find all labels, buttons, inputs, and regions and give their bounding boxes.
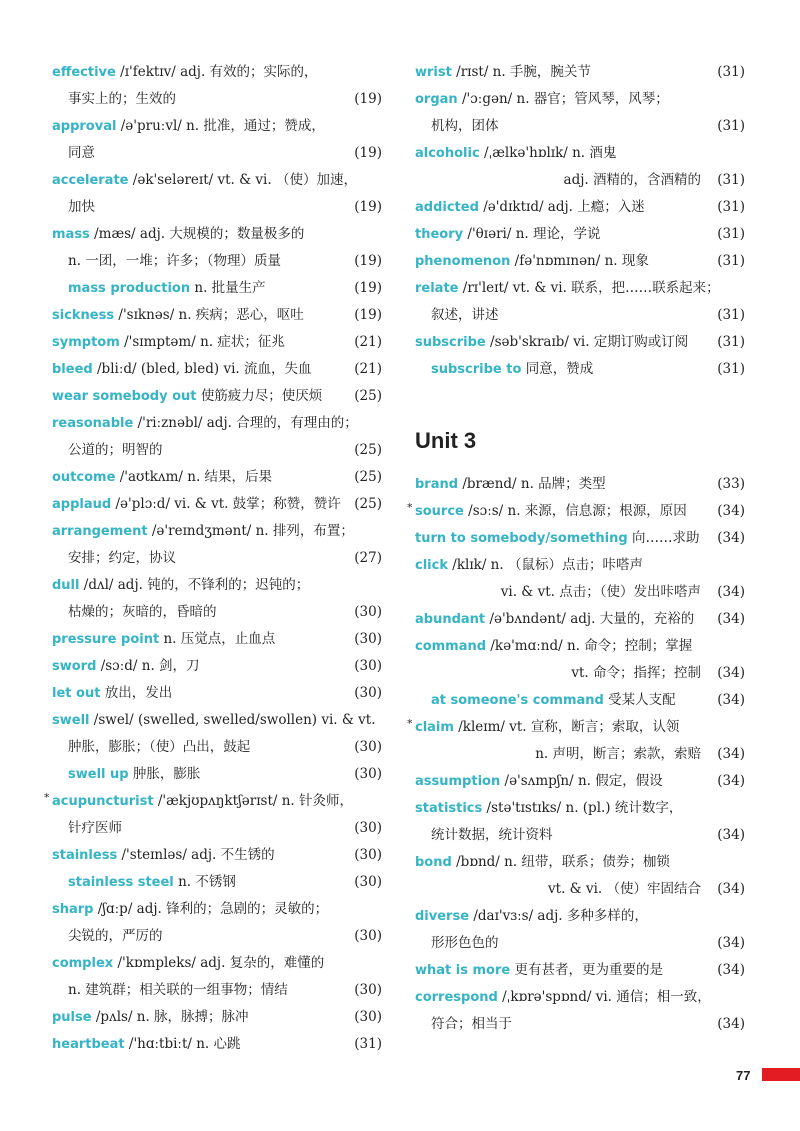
definition: /ə'bʌndənt/ adj. 大量的，充裕的 [489, 611, 695, 627]
definition: /ˌælkə'hɒlɪk/ n. 酒鬼 [483, 145, 617, 161]
definition: /ə'pruːvl/ n. 批准，通过；赞成， [120, 118, 325, 134]
vocab-entry [415, 471, 745, 498]
headword: approval [52, 119, 117, 134]
vocab-entry [52, 896, 382, 923]
definition: /kleɪm/ vt. 宣称，断言；索取，认领 [458, 719, 680, 735]
definition: 受某人支配 [608, 692, 676, 708]
headword: subscribe to [431, 362, 522, 377]
vocab-entry [52, 221, 382, 248]
vocab-entry [415, 329, 745, 356]
definition: 同意，赞成 [525, 361, 594, 377]
definition: /ə'dɪktɪd/ adj. 上瘾；入迷 [483, 199, 645, 215]
definition: 尖锐的，严厉的 [68, 928, 163, 944]
star-marker: * [407, 501, 413, 514]
page-ref: (30) [354, 685, 382, 701]
definition: 公道的；明智的 [68, 442, 163, 458]
page-ref: (25) [354, 469, 382, 485]
page-ref: (34) [717, 665, 745, 681]
headword: addicted [415, 200, 479, 215]
definition: 加快 [68, 199, 95, 215]
definition: /'kɒmpleks/ adj. 复杂的，难懂的 [117, 955, 325, 971]
vocab-subentry [52, 869, 382, 896]
page-ref: (30) [354, 766, 382, 782]
headword: complex [52, 956, 114, 971]
definition: 针疗医师 [68, 820, 122, 836]
headword: bond [415, 855, 452, 870]
right-column [407, 59, 745, 1038]
headword: dull [52, 578, 80, 593]
definition: /'steɪnləs/ adj. 不生锈的 [121, 847, 275, 863]
definition: /swel/ (swelled, swelled/swollen) vi. & vt. [93, 712, 376, 728]
vocab-continuation [52, 734, 382, 761]
headword: at someone's command [431, 693, 604, 708]
headword: bleed [52, 362, 93, 377]
page-ref: (31) [717, 334, 745, 350]
headword: accelerate [52, 173, 129, 188]
vocab-continuation [415, 822, 745, 849]
definition: n. 不锈钢 [178, 874, 236, 890]
definition: 安排；约定，协议 [68, 550, 176, 566]
page-ref: (34) [717, 503, 745, 519]
vocab-continuation [52, 194, 382, 221]
headword: sickness [52, 308, 115, 323]
headword: mass [52, 227, 90, 242]
vocab-entry [415, 768, 745, 795]
vocab-entry [52, 518, 382, 545]
vocab-continuation [52, 545, 382, 572]
page-ref: (34) [717, 692, 745, 708]
definition: /ə'plɔːd/ vi. & vt. 鼓掌；称赞，赞许 [115, 496, 341, 512]
unit-title: Unit 3 [415, 428, 477, 453]
vocab-entry [52, 572, 382, 599]
vocab-entry [415, 849, 745, 876]
vocab-entry [52, 302, 382, 329]
definition: vi. & vt. 点击；（使）发出咔嗒声 [500, 584, 701, 600]
headword: mass production [68, 281, 191, 296]
headword: alcoholic [415, 146, 480, 161]
vocab-entry [52, 383, 382, 410]
definition: 统计数据，统计资料 [431, 827, 553, 843]
vocab-entry [415, 525, 745, 552]
vocab-continuation [52, 923, 382, 950]
page-ref: (31) [717, 361, 745, 377]
definition: /fə'nɒmɪnən/ n. 现象 [514, 253, 649, 269]
left-column [44, 59, 382, 1058]
definition: n. 批量生产 [194, 280, 266, 296]
definition: /'sɪknəs/ n. 疾病；恶心，呕吐 [118, 307, 304, 323]
definition: 向……求助 [631, 530, 700, 546]
vocab-continuation [415, 579, 745, 606]
headword: source [415, 504, 464, 519]
page-ref: (31) [717, 64, 745, 80]
page-ref: (34) [717, 827, 745, 843]
definition: /'hɑːtbiːt/ n. 心跳 [128, 1036, 241, 1052]
page-accent-bar [762, 1068, 800, 1081]
definition: /sɔːd/ n. 剑，刀 [100, 658, 200, 674]
headword: let out [52, 686, 101, 701]
page-ref: (19) [354, 91, 382, 107]
vocab-subentry [52, 275, 382, 302]
vocab-entry [415, 248, 745, 275]
vocab-subentry [415, 356, 745, 383]
definition: 肿胀，膨胀 [132, 766, 201, 782]
vocab-continuation [52, 248, 382, 275]
vocab-continuation [52, 977, 382, 1004]
definition: n. 建筑群；相关联的一组事物；情结 [68, 982, 288, 998]
headword: sharp [52, 902, 94, 917]
definition: /'ækjʊpʌŋktʃərɪst/ n. 针灸师， [157, 793, 353, 809]
headword: assumption [415, 774, 501, 789]
definition: /mæs/ adj. 大规模的；数量极多的 [94, 226, 305, 242]
right-column-unit2-entries [415, 59, 745, 383]
vocab-continuation [415, 167, 745, 194]
headword: pulse [52, 1010, 92, 1025]
vocab-continuation [52, 437, 382, 464]
headword: heartbeat [52, 1037, 125, 1052]
vocab-entry [415, 275, 745, 302]
vocab-continuation [415, 1011, 745, 1038]
page-ref: (31) [717, 118, 745, 134]
definition: 使筋疲力尽；使厌烦 [200, 388, 323, 404]
headword: theory [415, 227, 464, 242]
headword: statistics [415, 801, 483, 816]
headword: effective [52, 65, 116, 80]
headword: acupuncturist [52, 794, 154, 809]
page-ref: (33) [717, 476, 745, 492]
definition: 形形色色的 [431, 935, 499, 951]
page-ref: (30) [354, 604, 382, 620]
vocab-continuation [415, 741, 745, 768]
page-ref: (31) [354, 1036, 382, 1052]
definition: /'riːznəbl/ adj. 合理的，有理由的； [137, 415, 358, 431]
page-number: 77 [736, 1068, 751, 1083]
vocab-entry [407, 714, 745, 741]
page-ref: (30) [354, 928, 382, 944]
definition: 机构，团体 [431, 118, 499, 134]
page-ref: (34) [717, 746, 745, 762]
page-ref: (30) [354, 982, 382, 998]
page-ref: (30) [354, 820, 382, 836]
vocab-entry [415, 59, 745, 86]
page-ref: (19) [354, 199, 382, 215]
vocab-entry [52, 491, 382, 518]
vocab-continuation [52, 86, 382, 113]
star-marker: * [44, 791, 50, 804]
star-marker: * [407, 717, 413, 730]
page-ref: (34) [717, 773, 745, 789]
headword: turn to somebody/something [415, 531, 628, 546]
vocab-entry [52, 329, 382, 356]
page-ref: (30) [354, 631, 382, 647]
headword: reasonable [52, 416, 134, 431]
page-ref: (34) [717, 881, 745, 897]
definition: 放出，发出 [104, 685, 173, 701]
vocab-entry [52, 950, 382, 977]
definition: /stə'tɪstɪks/ n. (pl.) 统计数字， [486, 800, 683, 816]
page-ref: (31) [717, 226, 745, 242]
page-ref: (34) [717, 611, 745, 627]
vocab-subentry [52, 761, 382, 788]
headword: arrangement [52, 524, 148, 539]
definition: /ək'seləreɪt/ vt. & vi. （使）加速， [132, 172, 357, 188]
headword: organ [415, 92, 458, 107]
headword: phenomenon [415, 254, 511, 269]
vocab-continuation [52, 815, 382, 842]
page-ref: (34) [717, 935, 745, 951]
headword: claim [415, 720, 454, 735]
vocab-entry [52, 167, 382, 194]
definition: /'θɪəri/ n. 理论，学说 [467, 226, 601, 242]
page-ref: (27) [354, 550, 382, 566]
page-ref: (34) [717, 584, 745, 600]
page-ref: (25) [354, 388, 382, 404]
vocab-entry [52, 410, 382, 437]
headword: brand [415, 477, 459, 492]
vocab-entry [415, 140, 745, 167]
vocab-entry [52, 626, 382, 653]
vocab-entry [415, 633, 745, 660]
headword: wrist [415, 65, 452, 80]
page-ref: (30) [354, 1009, 382, 1025]
headword: sword [52, 659, 97, 674]
page-ref: (31) [717, 199, 745, 215]
definition: /rɪst/ n. 手腕，腕关节 [456, 64, 591, 80]
headword: symptom [52, 335, 120, 350]
page-ref: (25) [354, 496, 382, 512]
page-ref: (30) [354, 658, 382, 674]
headword: subscribe [415, 335, 486, 350]
page-ref: (34) [717, 962, 745, 978]
definition: /ʃɑːp/ adj. 锋利的；急剧的；灵敏的； [97, 901, 329, 917]
vocab-continuation [415, 876, 745, 903]
definition: /bɒnd/ n. 纽带，联系；债券；枷锁 [456, 854, 670, 870]
definition: 事实上的；生效的 [68, 91, 176, 107]
definition: 更有甚者，更为重要的是 [514, 962, 663, 978]
headword: command [415, 639, 487, 654]
definition: vt. 命令；指挥；控制 [571, 665, 701, 681]
vocab-entry [415, 957, 745, 984]
page-ref: (31) [717, 253, 745, 269]
page-ref: (21) [354, 361, 382, 377]
vocab-continuation [415, 660, 745, 687]
definition: 叙述，讲述 [431, 307, 499, 323]
definition: 肿胀，膨胀；（使）凸出，鼓起 [68, 739, 251, 755]
headword: swell [52, 713, 90, 728]
definition: /ˌkɒrə'spɒnd/ vi. 通信；相一致， [502, 989, 711, 1005]
vocab-entry [415, 606, 745, 633]
headword: pressure point [52, 632, 160, 647]
vocab-entry [52, 464, 382, 491]
page-ref: (34) [717, 1016, 745, 1032]
definition: /səb'skraɪb/ vi. 定期订购或订阅 [490, 334, 689, 350]
vocab-subentry [415, 687, 745, 714]
vocab-entry [52, 113, 382, 140]
headword: stainless steel [68, 875, 174, 890]
headword: relate [415, 281, 459, 296]
definition: /ə'sʌmpʃn/ n. 假定，假设 [504, 773, 663, 789]
vocab-continuation [415, 302, 745, 329]
definition: /brænd/ n. 品牌；类型 [462, 476, 606, 492]
headword: wear somebody out [52, 389, 197, 404]
headword: click [415, 558, 448, 573]
headword: applaud [52, 497, 112, 512]
definition: vt. & vi. （使）牢固结合 [548, 881, 701, 897]
right-column-unit3-entries [407, 471, 745, 1038]
headword: stainless [52, 848, 118, 863]
definition: 符合；相当于 [431, 1016, 512, 1032]
headword: swell up [68, 767, 129, 782]
vocab-entry [415, 903, 745, 930]
vocab-continuation [52, 599, 382, 626]
vocab-entry [52, 680, 382, 707]
vocab-continuation [415, 930, 745, 957]
vocab-entry [415, 552, 745, 579]
definition: /rɪ'leɪt/ vt. & vi. 联系，把……联系起来； [462, 280, 720, 296]
page-ref: (19) [354, 280, 382, 296]
vocab-entry [52, 707, 382, 734]
vocab-continuation [415, 113, 745, 140]
page-ref: (30) [354, 847, 382, 863]
vocab-entry [52, 653, 382, 680]
headword: outcome [52, 470, 116, 485]
definition: /klɪk/ n. （鼠标）点击；咔嗒声 [452, 557, 643, 573]
vocab-entry [407, 498, 745, 525]
vocab-entry [52, 1004, 382, 1031]
headword: what is more [415, 963, 511, 978]
page-ref: (34) [717, 530, 745, 546]
headword: diverse [415, 909, 470, 924]
page-ref: (31) [717, 172, 745, 188]
page-ref: (19) [354, 307, 382, 323]
definition: n. 压觉点，止血点 [163, 631, 276, 647]
definition: /'sɪmptəm/ n. 症状；征兆 [124, 334, 285, 350]
page-ref: (30) [354, 874, 382, 890]
definition: adj. 酒精的，含酒精的 [563, 172, 701, 188]
headword: correspond [415, 990, 498, 1005]
page-ref: (31) [717, 307, 745, 323]
definition: /pʌls/ n. 脉，脉搏；脉冲 [95, 1009, 249, 1025]
definition: /bliːd/ (bled, bled) vi. 流血，失血 [97, 361, 312, 377]
definition: 枯燥的；灰暗的，昏暗的 [68, 604, 217, 620]
vocab-entry [415, 194, 745, 221]
definition: /ə'reɪndʒmənt/ n. 排列，布置； [151, 523, 354, 539]
definition: /sɔːs/ n. 来源，信息源；根源，原因 [468, 503, 687, 519]
vocab-continuation [52, 140, 382, 167]
vocab-entry [415, 795, 745, 822]
page-ref: (19) [354, 253, 382, 269]
vocab-entry [52, 59, 382, 86]
definition: /daɪ'vɜːs/ adj. 多种多样的， [473, 908, 648, 924]
definition: /dʌl/ adj. 钝的，不锋利的；迟钝的； [83, 577, 310, 593]
vocab-entry [415, 221, 745, 248]
definition: n. 一团，一堆；许多；（物理）质量 [68, 253, 282, 269]
definition: /kə'mɑːnd/ n. 命令；控制；掌握 [490, 638, 693, 654]
page-ref: (21) [354, 334, 382, 350]
page-ref: (19) [354, 145, 382, 161]
definition: n. 声明，断言；索款，索赔 [535, 746, 701, 762]
vocab-entry [52, 1031, 382, 1058]
headword: abundant [415, 612, 486, 627]
definition: 同意 [68, 145, 95, 161]
definition: /ɪ'fektɪv/ adj. 有效的；实际的， [120, 64, 318, 80]
vocab-entry [52, 842, 382, 869]
vocab-entry [52, 356, 382, 383]
vocab-entry [44, 788, 382, 815]
page-ref: (25) [354, 442, 382, 458]
definition: /'aʊtkʌm/ n. 结果，后果 [119, 469, 273, 485]
page-ref: (30) [354, 739, 382, 755]
definition: /'ɔːgən/ n. 器官；管风琴，风琴； [461, 91, 669, 107]
vocab-entry [415, 984, 745, 1011]
vocab-entry [415, 86, 745, 113]
